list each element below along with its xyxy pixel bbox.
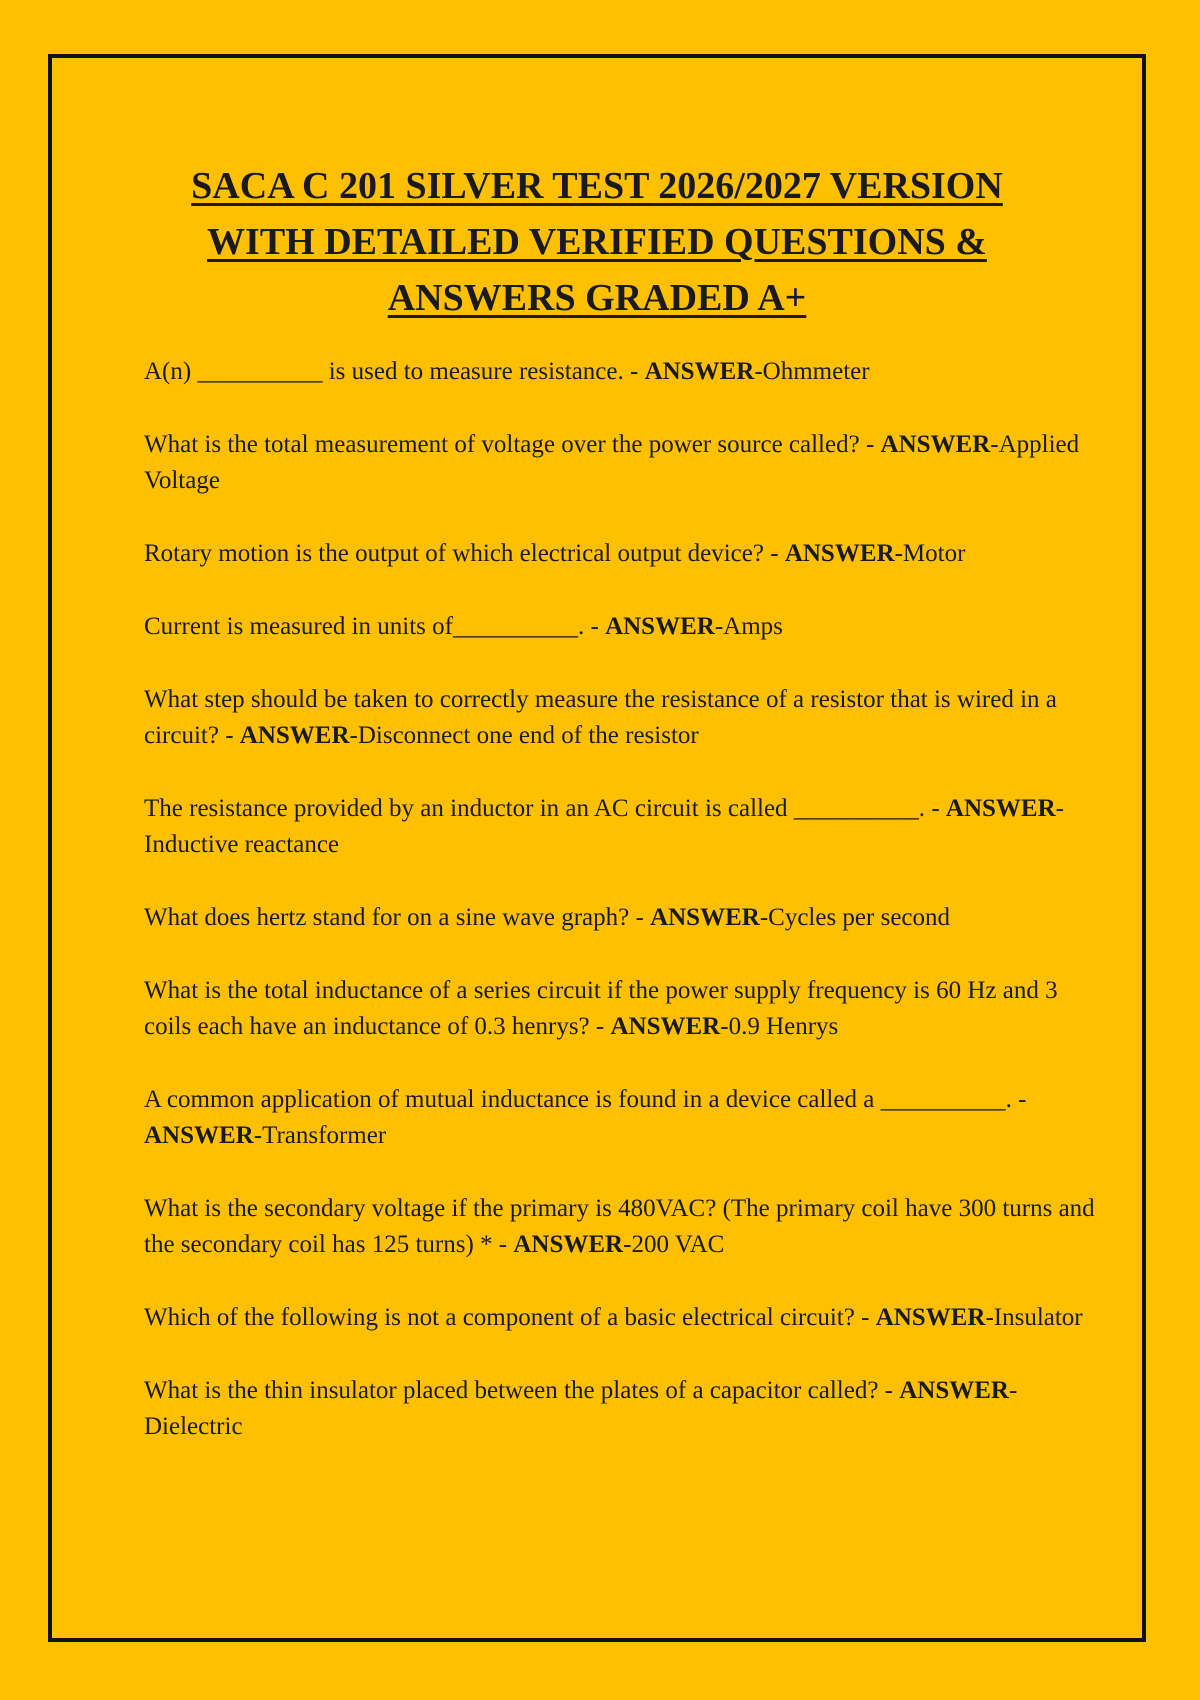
answer-text: Transformer [262, 1122, 387, 1149]
qa-item: What is the total inductance of a series circuit if the power supply frequency is 60 Hz and 3 coils each have an inductance of 0.3 henrys? - ANSWER-0.9 Henrys [144, 977, 1058, 1040]
answer-text: Cycles per second [768, 904, 951, 931]
answer-label: ANSWER [144, 1122, 254, 1149]
question-text: A(n) __________ is used to measure resistance. [144, 358, 624, 385]
qa-item: Rotary motion is the output of which electrical output device? - ANSWER-Motor [144, 540, 966, 567]
answer-text: Motor [902, 540, 966, 567]
answer-text: 200 VAC [631, 1231, 725, 1258]
question-text: What step should be taken to correctly measure the resistance of a resistor that is wired in a circuit? [144, 686, 1057, 749]
answer-label: ANSWER [650, 904, 760, 931]
question-text: Which of the following is not a component of a basic electrical circuit? [144, 1304, 855, 1331]
answer-text: Inductive reactance [144, 831, 340, 858]
answer-label: ANSWER [784, 540, 895, 567]
answer-label: ANSWER [239, 722, 350, 749]
qa-item: What is the secondary voltage if the primary is 480VAC? (The primary coil have 300 turns and the secondary coil has 125 turns) * - ANSWER-200 VAC [144, 1195, 1095, 1258]
answer-label: ANSWER [513, 1231, 624, 1258]
title-line-3: ANSWERS GRADED A+ [387, 277, 807, 319]
page-border-frame [48, 54, 1146, 1642]
qa-list [144, 354, 1104, 1482]
qa-item: Current is measured in units of__________. - ANSWER-Amps [144, 613, 783, 640]
qa-item: The resistance provided by an inductor in an AC circuit is called __________. - ANSWER-Inductive reactance [144, 795, 1064, 858]
qa-item: What step should be taken to correctly measure the resistance of a resistor that is wired in a circuit? - ANSWER-Disconnect one end of the resistor [144, 686, 1057, 749]
question-text: Rotary motion is the output of which electrical output device? [144, 540, 764, 567]
question-text: What is the secondary voltage if the primary is 480VAC? (The primary coil have 300 turns and the secondary coil has 125 turns) * [144, 1195, 1095, 1258]
answer-label: ANSWER [875, 1304, 986, 1331]
question-text: What is the thin insulator placed between the plates of a capacitor called? [144, 1377, 879, 1404]
answer-label: ANSWER [644, 358, 755, 385]
question-text: What does hertz stand for on a sine wave graph? [144, 904, 630, 931]
qa-item: What does hertz stand for on a sine wave graph? - ANSWER-Cycles per second [144, 904, 951, 931]
answer-text: 0.9 Henrys [728, 1013, 839, 1040]
answer-text: Dielectric [144, 1413, 243, 1440]
document-title [52, 158, 1142, 326]
question-text: Current is measured in units of__________. [144, 613, 585, 640]
question-text: A common application of mutual inductance is found in a device called a __________. [144, 1086, 1012, 1113]
question-text: The resistance provided by an inductor in an AC circuit is called __________. [144, 795, 926, 822]
answer-label: ANSWER [605, 613, 715, 640]
question-text: What is the total inductance of a series circuit if the power supply frequency is 60 Hz and 3 coils each have an inductance of 0.3 henrys? [144, 977, 1058, 1040]
question-text: What is the total measurement of voltage over the power source called? [144, 431, 860, 458]
answer-text: Applied Voltage [144, 431, 1080, 494]
answer-label: ANSWER [899, 1377, 1009, 1404]
qa-item: What is the total measurement of voltage over the power source called? - ANSWER-Applied Voltage [144, 431, 1080, 494]
qa-item: A common application of mutual inductance is found in a device called a __________. - ANSWER-Transformer [144, 1086, 1027, 1149]
qa-item: What is the thin insulator placed between the plates of a capacitor called? - ANSWER-Dielectric [144, 1377, 1018, 1440]
answer-label: ANSWER [945, 795, 1056, 822]
title-line-1: SACA C 201 SILVER TEST 2026/2027 VERSION [191, 165, 1003, 207]
answer-text: Amps [723, 613, 783, 640]
answer-text: Disconnect one end of the resistor [357, 722, 699, 749]
answer-text: Ohmmeter [762, 358, 870, 385]
answer-label: ANSWER [610, 1013, 721, 1040]
answer-text: Insulator [993, 1304, 1083, 1331]
qa-item: A(n) __________ is used to measure resistance. - ANSWER-Ohmmeter [144, 358, 870, 385]
qa-item: Which of the following is not a component of a basic electrical circuit? - ANSWER-Insulator [144, 1304, 1083, 1331]
answer-label: ANSWER [880, 431, 991, 458]
title-line-2: WITH DETAILED VERIFIED QUESTIONS & [207, 221, 987, 263]
